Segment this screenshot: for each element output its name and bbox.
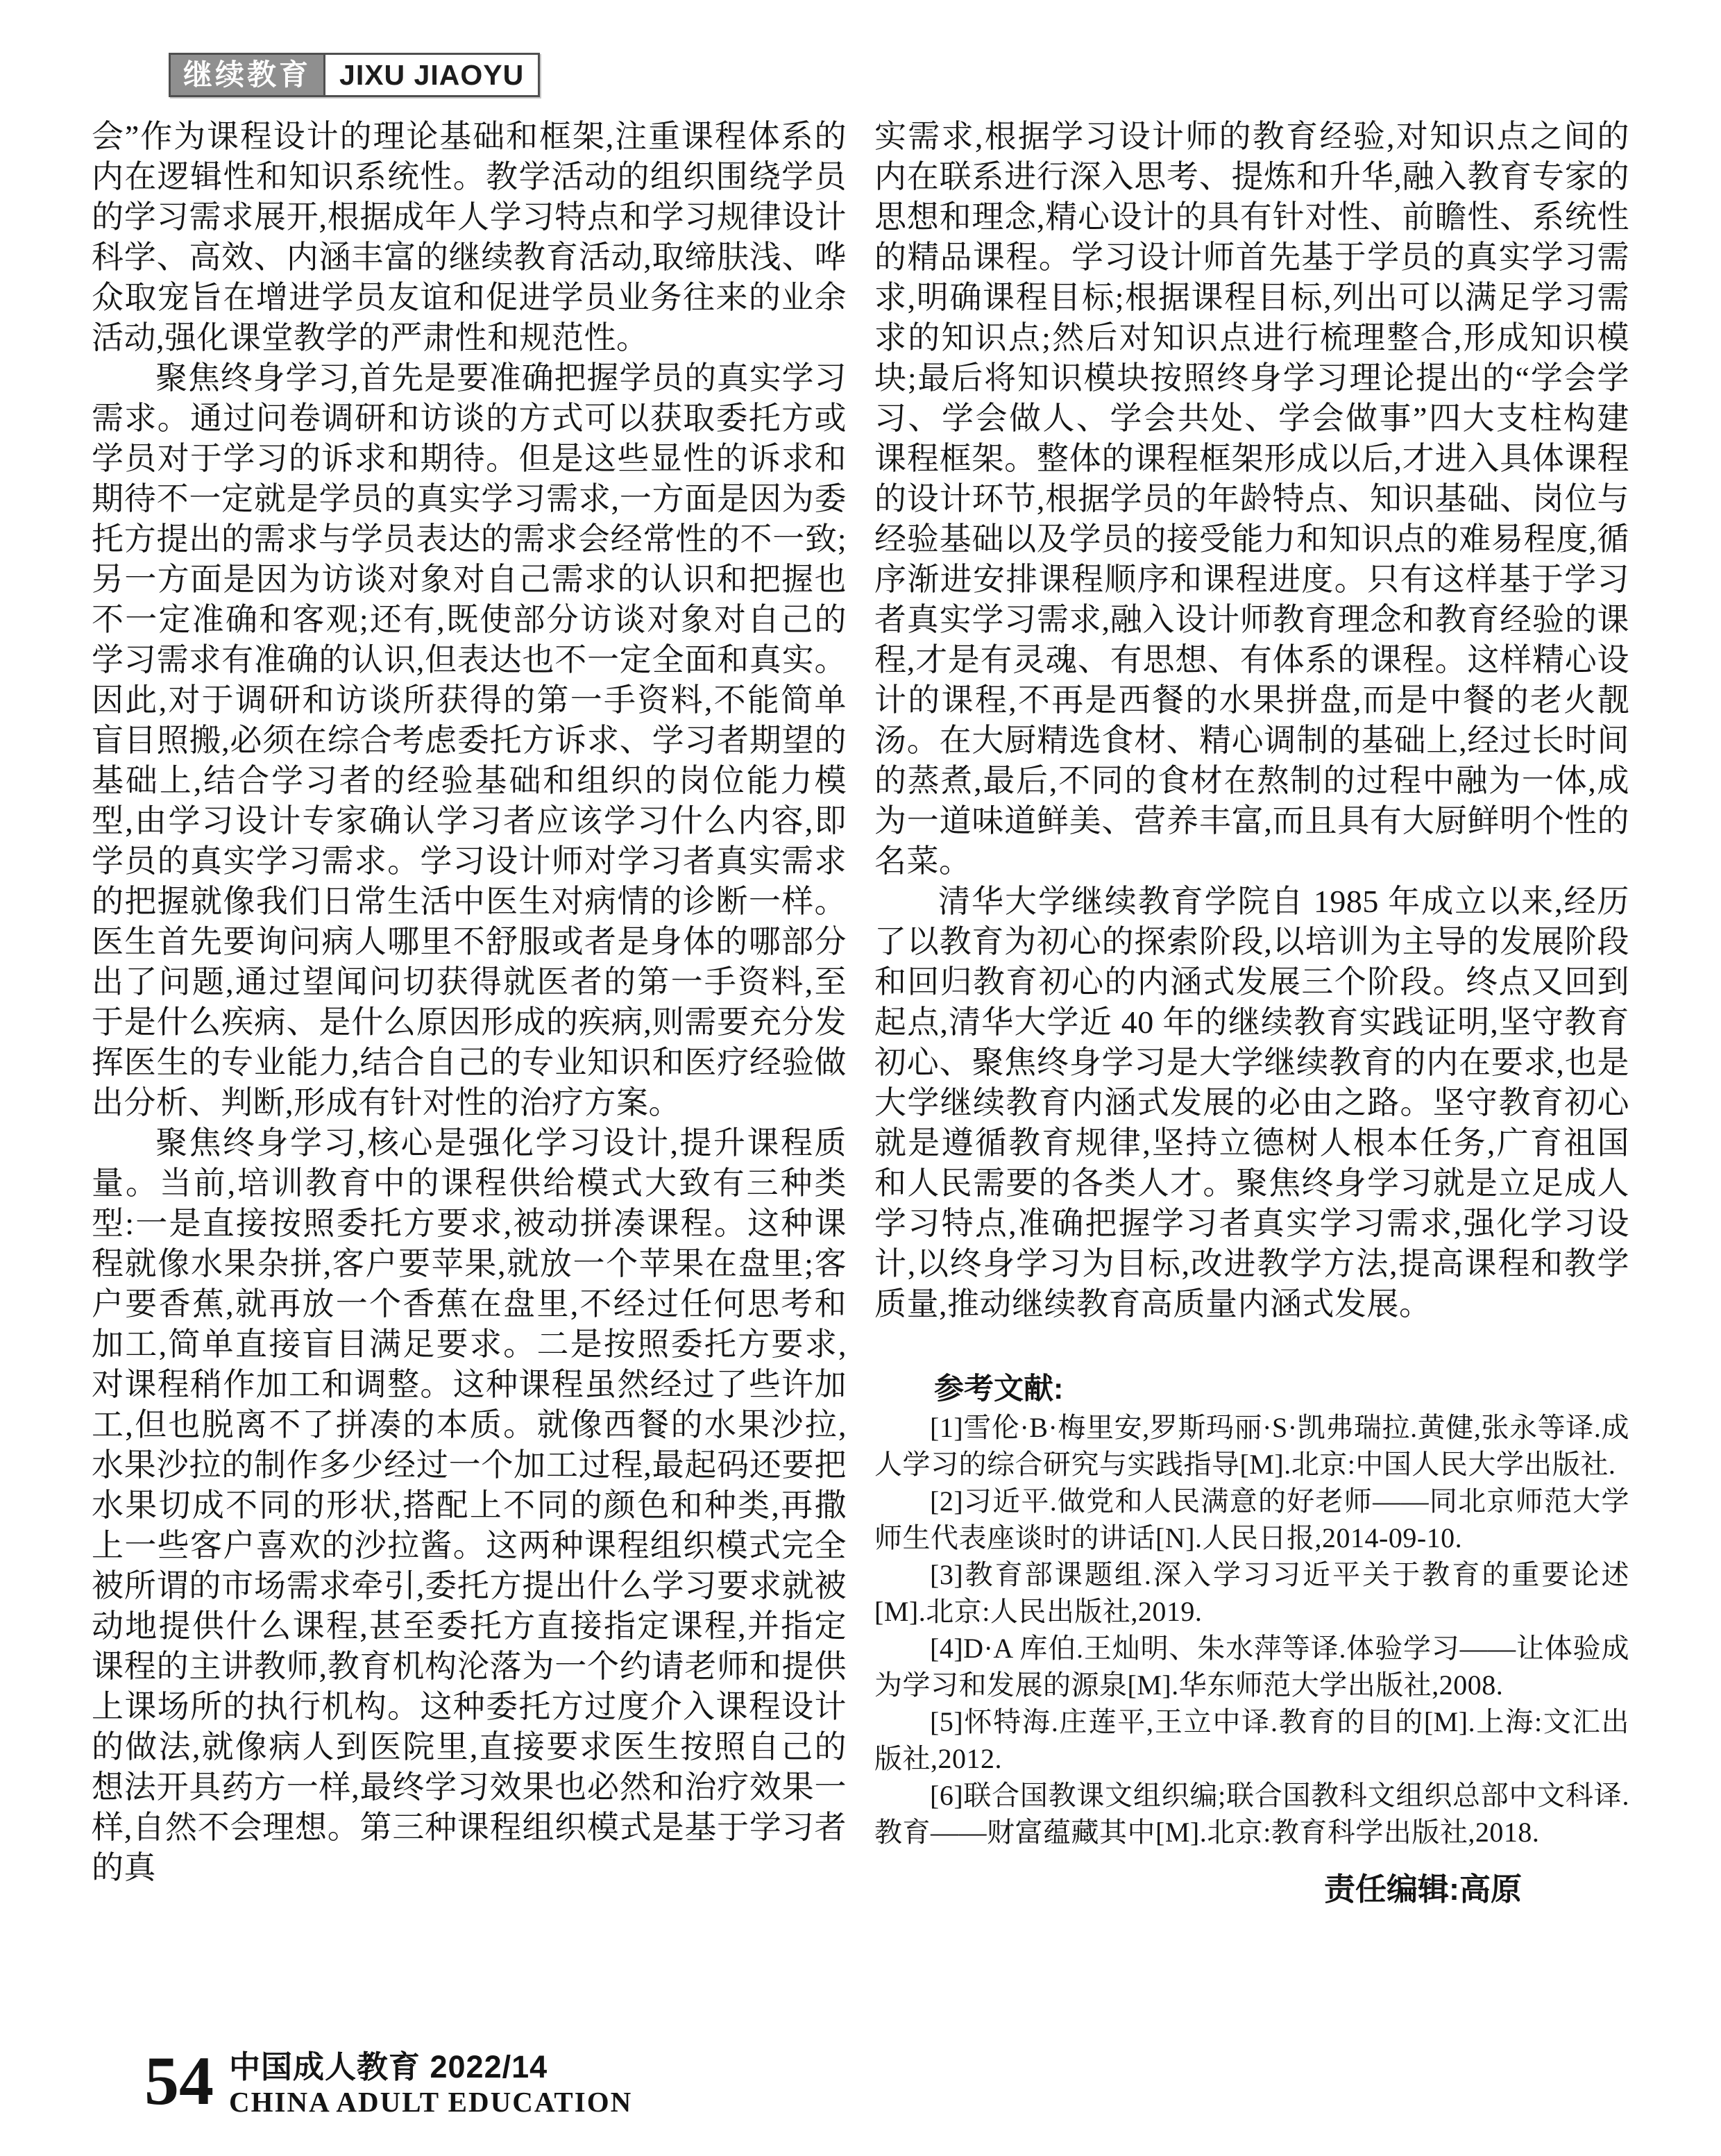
page-footer	[144, 2042, 633, 2119]
journal-title-chinese: 中国成人教育 2022/14	[229, 2049, 548, 2085]
body-paragraph-continuation: 会”作为课程设计的理论基础和框架,注重课程体系的内在逻辑性和知识系统性。教学活动的组织围绕学员的学习需求展开,根据成年人学习特点和学习规律设计科学、高效、内涵丰富的继续教育活动,取缔肤浅、哗众取宠旨在增进学员友谊和促进学员业务往来的业余活动,强化课堂教学的严肃性和规范性。	[92, 119, 847, 355]
journal-footer-titles	[229, 2045, 632, 2119]
reference-item: [1]雪伦·B·梅里安,罗斯玛丽·S·凯弗瑞拉.黄健,张永等译.成人学习的综合研究与实践指导[M].北京:中国人民大学出版社.	[874, 1412, 1629, 1480]
reference-item: [2]习近平.做党和人民满意的好老师——同北京师范大学师生代表座谈时的讲话[N].人民日报,2014-09-10.	[874, 1485, 1629, 1553]
left-paragraph-list	[92, 358, 847, 1888]
reference-item: [6]联合国教课文组织编;联合国教科文组织总部中文科译.教育——财富蕴藏其中[M].北京:教育科学出版社,2018.	[874, 1780, 1629, 1848]
section-header-badge	[169, 53, 540, 97]
reference-item: [5]怀特海.庄莲平,王立中译.教育的目的[M].上海:文汇出版社,2012.	[874, 1706, 1629, 1774]
reference-item: [4]D·A 库伯.王灿明、朱水萍等译.体验学习——让体验成为学习和发展的源泉[M].华东师范大学出版社,2008.	[874, 1633, 1629, 1701]
body-paragraph: 清华大学继续教育学院自 1985 年成立以来,经历了以教育为初心的探索阶段,以培训为主导的发展阶段和回归教育初心的内涵式发展三个阶段。终点又回到起点,清华大学近 40 年的继续教育实践证明,坚守教育初心、聚焦终身学习是大学继续教育的内在要求,也是大学继续教育内涵式发展的必由之路。坚守教育初心就是遵循教育规律,坚持立德树人根本任务,广育祖国和人民需要的各类人才。聚焦终身学习就是立足成人学习特点,准确把握学习者真实学习需求,强化学习设计,以终身学习为目标,改进教学方法,提高课程和教学质量,推动继续教育高质量内涵式发展。	[874, 884, 1629, 1322]
reference-item: [3]教育部课题组.深入学习习近平关于教育的重要论述[M].北京:人民出版社,2019.	[874, 1559, 1629, 1627]
left-text-column	[92, 117, 847, 1888]
right-text-column	[874, 117, 1629, 1909]
body-paragraph: 聚焦终身学习,首先是要准确把握学员的真实学习需求。通过问卷调研和访谈的方式可以获取委托方或学员对于学习的诉求和期待。但是这些显性的诉求和期待不一定就是学员的真实学习需求,一方面是因为委托方提出的需求与学员表达的需求会经常性的不一致;另一方面是因为访谈对象对自己需求的认识和把握也不一定准确和客观;还有,既使部分访谈对象对自己的学习需求有准确的认识,但表达也不一定全面和真实。因此,对于调研和访谈所获得的第一手资料,不能简单盲目照搬,必须在综合考虑委托方诉求、学习者期望的基础上,结合学习者的经验基础和组织的岗位能力模型,由学习设计专家确认学习者应该学习什么内容,即学员的真实学习需求。学习设计师对学习者真实需求的把握就像我们日常生活中医生对病情的诊断一样。医生首先要询问病人哪里不舒服或者是身体的哪部分出了问题,通过望闻问切获得就医者的第一手资料,至于是什么疾病、是什么原因形成的疾病,则需要充分发挥医生的专业能力,结合自己的专业知识和医疗经验做出分析、判断,形成有针对性的治疗方案。	[92, 360, 847, 1120]
page-number: 54	[144, 2042, 214, 2119]
journal-title-english: CHINA ADULT EDUCATION	[229, 2086, 633, 2118]
body-paragraph-continuation: 实需求,根据学习设计师的教育经验,对知识点之间的内在联系进行深入思考、提炼和升华,融入教育专家的思想和理念,精心设计的具有针对性、前瞻性、系统性的精品课程。学习设计师首先基于学员的真实学习需求,明确课程目标;根据课程目标,列出可以满足学习需求的知识点;然后对知识点进行梳理整合,形成知识模块;最后将知识模块按照终身学习理论提出的“学会学习、学会做人、学会共处、学会做事”四大支柱构建课程框架。整体的课程框架形成以后,才进入具体课程的设计环节,根据学员的年龄特点、知识基础、岗位与经验基础以及学员的接受能力和知识点的难易程度,循序渐进安排课程顺序和课程进度。只有这样基于学习者真实学习需求,融入设计师教育理念和教育经验的课程,才是有灵魂、有思想、有体系的课程。这样精心设计的课程,不再是西餐的水果拼盘,而是中餐的老火靓汤。在大厨精选食材、精心调制的基础上,经过长时间的蒸煮,最后,不同的食材在熬制的过程中融为一体,成为一道味道鲜美、营养丰富,而且具有大厨鲜明个性的名菜。	[874, 119, 1629, 879]
right-paragraph-list	[874, 882, 1629, 1324]
reference-list	[874, 1409, 1629, 1851]
body-paragraph: 聚焦终身学习,核心是强化学习设计,提升课程质量。当前,培训教育中的课程供给模式大致有三种类型:一是直接按照委托方要求,被动拼凑课程。这种课程就像水果杂拼,客户要苹果,就放一个苹果在盘里;客户要香蕉,就再放一个香蕉在盘里,不经过任何思考和加工,简单直接盲目满足要求。二是按照委托方要求,对课程稍作加工和调整。这种课程虽然经过了些许加工,但也脱离不了拼凑的本质。就像西餐的水果沙拉,水果沙拉的制作多少经过一个加工过程,最起码还要把水果切成不同的形状,搭配上不同的颜色和种类,再撒上一些客户喜欢的沙拉酱。这两种课程组织模式完全被所谓的市场需求牵引,委托方提出什么学习要求就被动地提供什么课程,甚至委托方直接指定课程,并指定课程的主讲教师,教育机构沦落为一个约请老师和提供上课场所的执行机构。这种委托方过度介入课程设计的做法,就像病人到医院里,直接要求医生按照自己的想法开具药方一样,最终学习效果也必然和治疗效果一样,自然不会理想。第三种课程组织模式是基于学习者的真	[92, 1125, 847, 1885]
references-heading: 参考文献:	[934, 1372, 1064, 1406]
section-badge-pinyin-label: JIXU JIAOYU	[323, 55, 538, 95]
editor-credit: 责任编辑:高原	[1324, 1871, 1522, 1907]
section-badge-chinese-label: 继续教育	[171, 55, 323, 95]
